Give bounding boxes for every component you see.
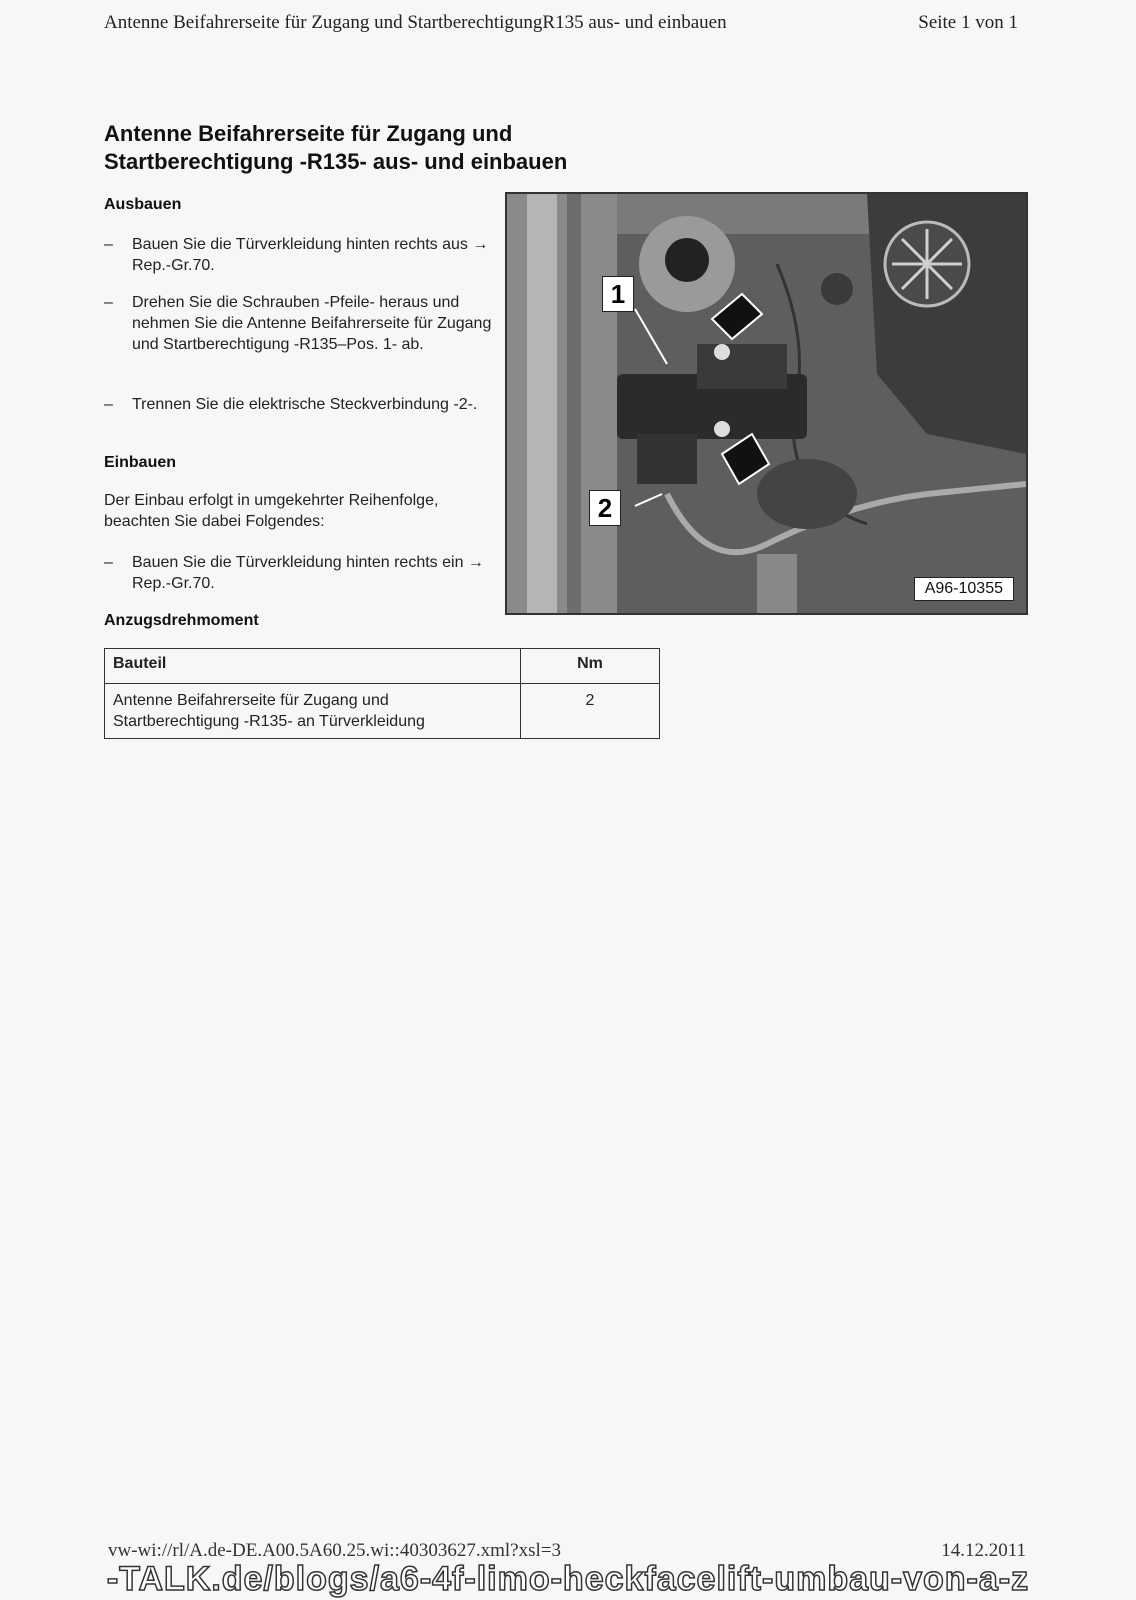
einbauen-step-1	[104, 552, 499, 594]
list-dash: –	[104, 236, 113, 253]
callout-2: 2	[589, 490, 621, 526]
page-title-line-1: Antenne Beifahrerseite für Zugang und	[104, 121, 513, 146]
table-cell-bauteil: Antenne Beifahrerseite für Zugang und Startberechtigung -R135- an Türverkleidung	[105, 684, 521, 739]
table-cell-nm: 2	[521, 684, 660, 739]
footer-url: vw-wi://rl/A.de-DE.A00.5A60.25.wi::40303627.xml?xsl=3	[108, 1540, 561, 1561]
ausbauen-step-2	[104, 292, 499, 355]
header-title: Antenne Beifahrerseite für Zugang und StartberechtigungR135 aus- und einbauen	[104, 12, 727, 33]
callout-1: 1	[602, 276, 634, 312]
installation-photo-drawing	[507, 194, 1026, 613]
header-page-number: Seite 1 von 1	[918, 12, 1018, 33]
ausbauen-step-3	[104, 394, 499, 415]
page-title-line-2: Startberechtigung -R135- aus- und einbauen	[104, 149, 568, 174]
installation-photo	[505, 192, 1028, 615]
ausbauen-step-3-text: Trennen Sie die elektrische Steckverbindung -2-.	[132, 396, 478, 413]
list-dash: –	[104, 396, 113, 413]
section-heading-ausbauen: Ausbauen	[104, 196, 182, 213]
footer-date: 14.12.2011	[941, 1540, 1026, 1561]
einbauen-step-1-text: Bauen Sie die Türverkleidung hinten rechts ein → Rep.-Gr.70.	[132, 554, 484, 592]
section-heading-einbauen: Einbauen	[104, 454, 177, 471]
list-dash: –	[104, 554, 113, 571]
section-heading-torque: Anzugsdrehmoment	[104, 612, 259, 629]
column-header-bauteil: Bauteil	[105, 649, 521, 684]
figure-reference: A96-10355	[914, 577, 1014, 601]
page-title	[104, 120, 664, 176]
ausbauen-step-2-text: Drehen Sie die Schrauben -Pfeile- heraus und nehmen Sie die Antenne Beifahrerseite für Zugang und Startberechtigung -R135–Pos. 1- ab.	[132, 294, 492, 353]
einbauen-intro: Der Einbau erfolgt in umgekehrter Reihenfolge, beachten Sie dabei Folgendes:	[104, 492, 439, 530]
list-dash: –	[104, 294, 113, 311]
torque-table-header	[105, 649, 660, 684]
table-row	[105, 684, 660, 739]
ausbauen-step-1	[104, 234, 499, 276]
watermark: -TALK.de/blogs/a6-4f-limo-heckfacelift-umbau-von-a-z	[106, 1560, 1030, 1598]
torque-table	[104, 648, 660, 739]
ausbauen-step-1-text: Bauen Sie die Türverkleidung hinten rechts aus → Rep.-Gr.70.	[132, 236, 489, 274]
column-header-nm: Nm	[521, 649, 660, 684]
